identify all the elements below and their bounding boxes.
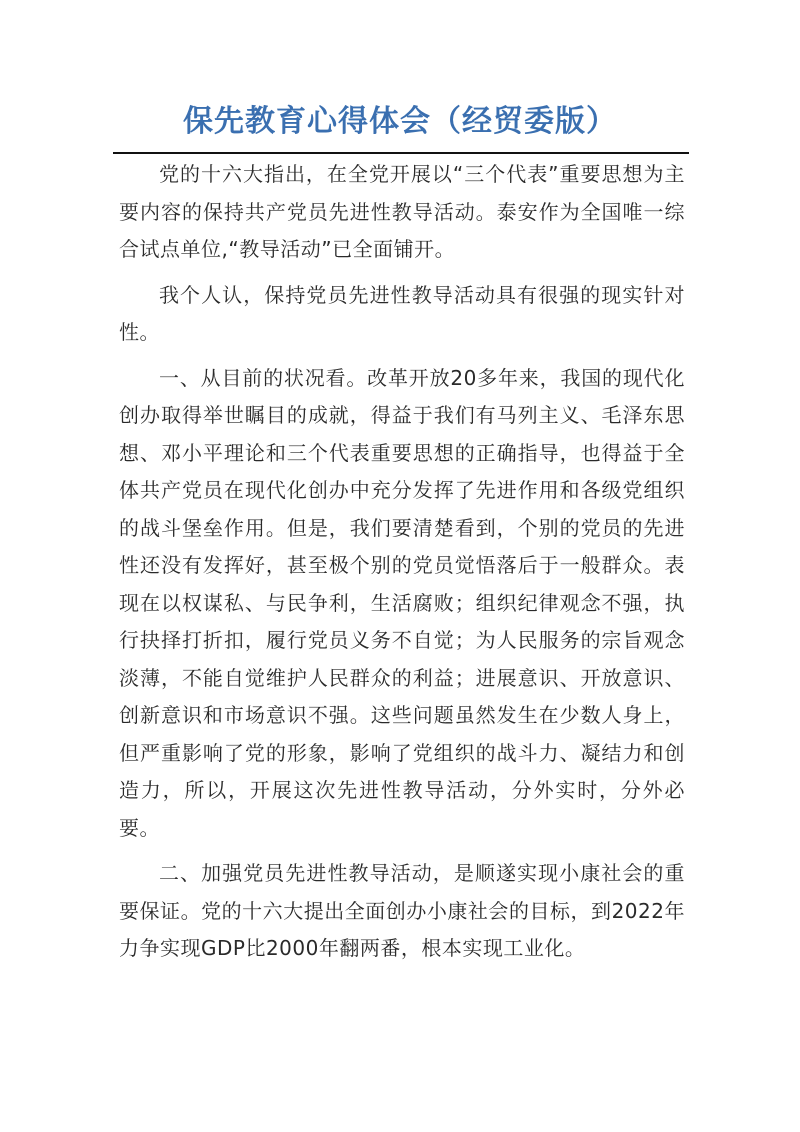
paragraph-1: 党的十六大指出，在全党开展以“三个代表”重要思想为主要内容的保持共产党员先进性教导活动。泰安作为全国唯一综合试点单位,“教导活动”已全面铺开。 <box>119 162 685 261</box>
document-body <box>119 156 685 976</box>
paragraph-3: 一、从目前的状况看。改革开放20多年来，我国的现代化创办取得举世瞩目的成就，得益于我们有马列主义、毛泽东思想、邓小平理论和三个代表重要思想的正确指导，也得益于全体共产党员在现代化创办中充分发挥了先进作用和各级党组织的战斗堡垒作用。但是，我们要清楚看到，个别的党员的先进性还没有发挥好，甚至极个别的党员觉悟落后于一般群众。表现在以权谋私、与民争利，生活腐败；组织纪律观念不强，执行抉择打折扣，履行党员义务不自觉；为人民服务的宗旨观念淡薄，不能自觉维护人民群众的利益；进展意识、开放意识、创新意识和市场意识不强。这些问题虽然发生在少数人身上，但严重影响了党的形象，影响了党组织的战斗力、凝结力和创造力，所以，开展这次先进性教导活动，分外实时，分外必要。 <box>119 365 685 840</box>
paragraph-4: 二、加强党员先进性教导活动，是顺遂实现小康社会的重要保证。党的十六大提出全面创办小康社会的目标，到2022年力争实现GDP比2000年翻两番，根本实现工业化。 <box>119 861 685 960</box>
paragraph-2: 我个人认，保持党员先进性教导活动具有很强的现实针对性。 <box>119 282 685 344</box>
document-title: 保先教育心得体会（经贸委版） <box>183 104 617 139</box>
title-divider <box>113 152 689 154</box>
